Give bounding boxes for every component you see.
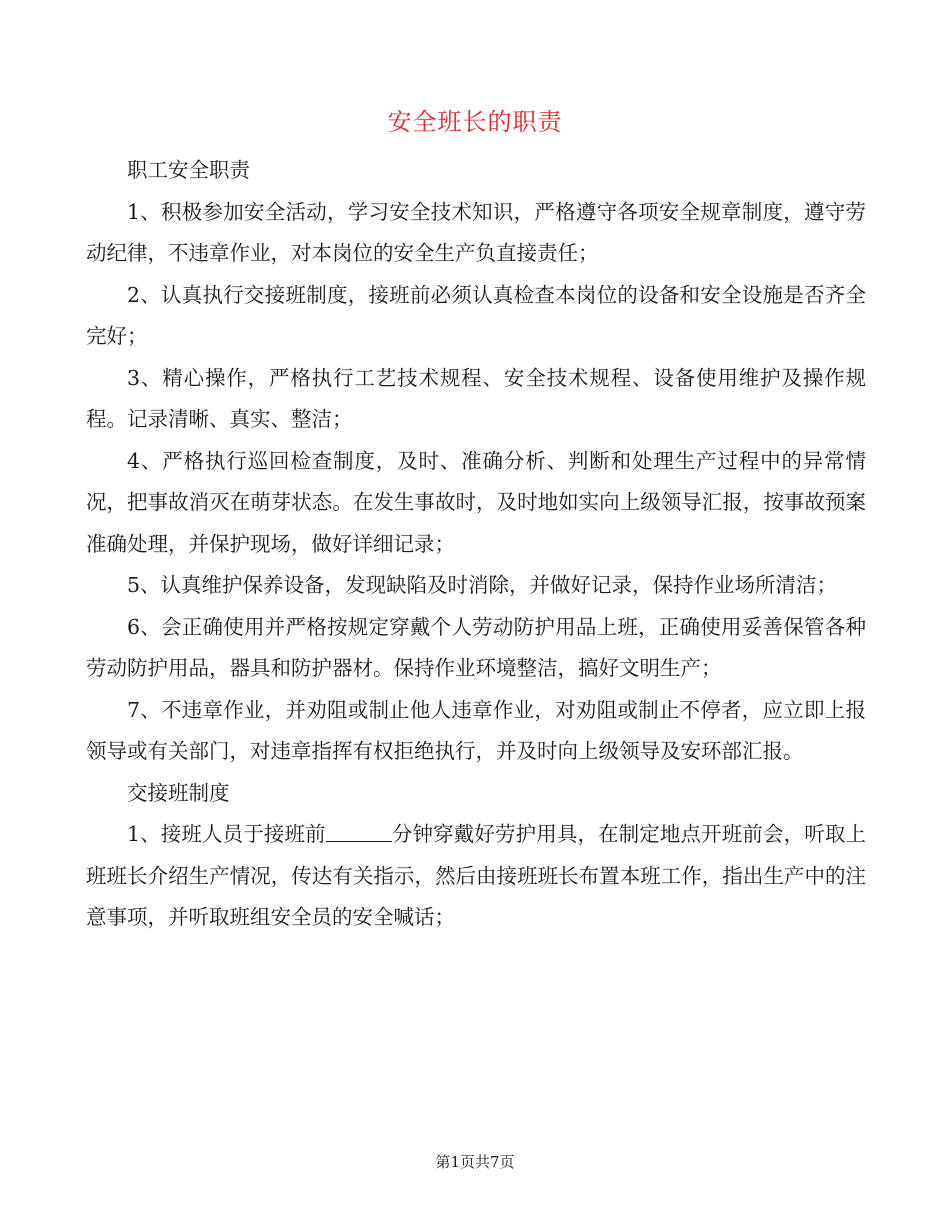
page-number-footer: 第1页共7页 bbox=[435, 1153, 515, 1171]
paragraph-item-2: 2、认真执行交接班制度，接班前必须认真检查本岗位的设备和安全设施是否齐全完好； bbox=[86, 282, 866, 348]
paragraph-item-4: 4、严格执行巡回检查制度，及时、准确分析、判断和处理生产过程中的异常情况，把事故消灭在萌芽状态。在发生事故时，及时地如实向上级领导汇报，按事故预案准确处理，并保护现场，做好详细记录； bbox=[86, 448, 866, 556]
handover-text-after-blank: 分钟穿戴好劳护用具，在制定地点开班前会，听取上班班长介绍生产情况，传达有关指示，然后由接班班长布置本班工作，指出生产中的注意事项，并听取班组安全员的安全喊话； bbox=[86, 822, 867, 929]
section-heading-safety-duties: 职工安全职责 bbox=[127, 158, 250, 182]
paragraph-item-7: 7、不违章作业，并劝阻或制止他人违章作业，对劝阻或制止不停者，应立即上报领导或有关部门，对违章指挥有权拒绝执行，并及时向上级领导及安环部汇报。 bbox=[86, 697, 866, 763]
handover-text-before-blank: 1、接班人员于接班前 bbox=[127, 822, 326, 846]
paragraph-item-6: 6、会正确使用并严格按规定穿戴个人劳动防护用品上班，正确使用妥善保管各种劳动防护用品，器具和防护器材。保持作业环境整洁，搞好文明生产； bbox=[86, 614, 866, 680]
paragraph-item-1: 1、积极参加安全活动，学习安全技术知识，严格遵守各项安全规章制度，遵守劳动纪律，不违章作业，对本岗位的安全生产负直接责任； bbox=[86, 199, 866, 265]
section-heading-shift-handover: 交接班制度 bbox=[127, 780, 230, 805]
paragraph-handover-item-1 bbox=[86, 814, 866, 939]
document-body bbox=[86, 150, 866, 939]
document-title: 安全班长的职责 bbox=[387, 108, 563, 136]
paragraph-item-3: 3、精心操作，严格执行工艺技术规程、安全技术规程、设备使用维护及操作规程。记录清晰、真实、整洁； bbox=[86, 365, 866, 431]
paragraph-item-5: 5、认真维护保养设备，发现缺陷及时消除，并做好记录，保持作业场所清洁； bbox=[127, 573, 838, 597]
fill-in-blank bbox=[326, 821, 392, 842]
